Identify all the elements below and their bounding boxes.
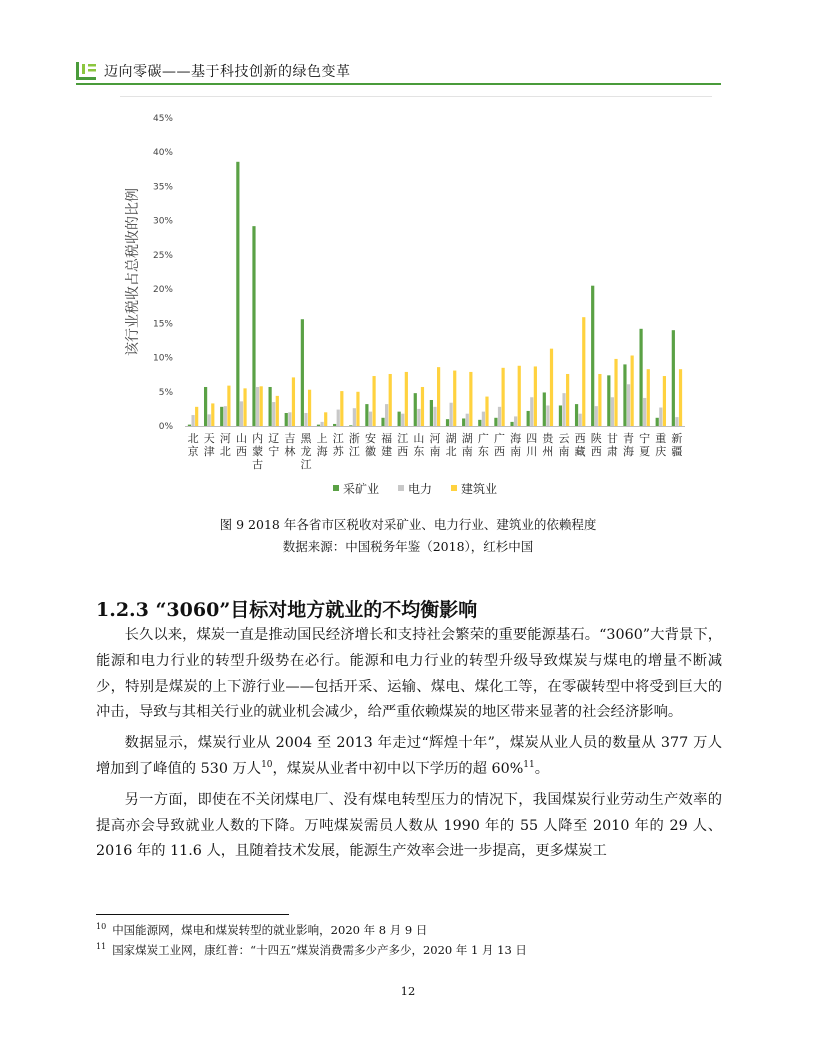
bar: [243, 388, 246, 426]
x-tick-label: 山东: [413, 432, 425, 458]
bar: [256, 387, 259, 426]
x-tick-label: 甘肃: [606, 432, 618, 458]
x-tick-label: 吉林: [284, 432, 296, 458]
bar: [579, 414, 582, 426]
legend-label: 电力: [408, 482, 433, 496]
bar: [356, 392, 359, 426]
x-tick-label: 天津: [203, 432, 215, 458]
x-tick-label: 西藏: [574, 432, 586, 458]
bar: [546, 405, 549, 426]
bar: [627, 384, 630, 426]
bar: [582, 317, 585, 426]
x-tick-label: 江西: [397, 432, 409, 458]
y-tick-label: 5%: [158, 387, 173, 398]
body-text: [96, 623, 722, 865]
x-tick-label: 海南: [510, 432, 522, 458]
bar: [224, 406, 227, 426]
bar: [611, 397, 614, 426]
bar: [236, 162, 239, 426]
section-heading: 1.2.3 “3060”目标对地方就业的不均衡影响: [96, 599, 478, 621]
figure-caption: 图 9 2018 年各省市区税收对采矿业、电力行业、建筑业的依赖程度: [219, 517, 597, 532]
footnote-10: [96, 922, 427, 938]
bar: [188, 425, 191, 426]
bar: [304, 413, 307, 426]
bar: [675, 417, 678, 426]
bar: [656, 418, 659, 426]
bar: [643, 398, 646, 426]
bar: [405, 372, 408, 426]
bar-chart: [0, 0, 816, 510]
bar: [269, 387, 272, 426]
y-tick-label: 35%: [152, 182, 173, 193]
bar: [372, 376, 375, 426]
bar: [260, 386, 263, 426]
bar: [417, 409, 420, 426]
bar: [647, 369, 650, 426]
bar: [285, 413, 288, 426]
x-tick-label: 黑龙江: [300, 432, 312, 471]
bar: [595, 406, 598, 426]
bar: [414, 393, 417, 426]
x-tick-label: 内蒙古: [252, 432, 264, 471]
bar: [385, 404, 388, 426]
bar: [566, 374, 569, 426]
bar: [353, 408, 356, 426]
paragraph-2: [96, 731, 722, 783]
x-tick-label: 江苏: [332, 432, 344, 458]
legend-label: 建筑业: [461, 482, 498, 496]
bar: [324, 412, 327, 426]
bar: [450, 403, 453, 426]
bar: [494, 418, 497, 426]
bar: [543, 392, 546, 426]
bar: [288, 412, 291, 426]
paragraph-2-text-c: 。: [534, 760, 550, 777]
bar: [381, 418, 384, 426]
bar: [227, 386, 230, 426]
bar: [252, 226, 255, 426]
x-tick-label: 贵州: [542, 432, 554, 458]
x-tick-label: 四川: [526, 432, 538, 458]
header-title: 迈向零碳——基于科技创新的绿色变革: [104, 64, 351, 80]
bar: [211, 403, 214, 426]
bar: [195, 407, 198, 426]
bar: [482, 412, 485, 426]
legend-swatch: [333, 485, 339, 491]
legend-swatch: [398, 485, 404, 491]
x-tick-label: 云南: [558, 432, 570, 458]
bar: [191, 415, 194, 426]
x-tick-label: 重庆: [655, 432, 667, 458]
bar: [337, 410, 340, 426]
x-tick-label: 宁夏: [639, 432, 651, 458]
footnote-number: 11: [96, 942, 107, 952]
x-tick-label: 福建: [381, 432, 393, 458]
y-tick-label: 0%: [158, 422, 173, 432]
bar: [623, 364, 626, 426]
paragraph-2-text-a: 数据显示，煤炭行业从 2004 至 2013 年走过“辉煌十年”，煤炭从业人员的数量从 377 万人增加到了峰值的 530 万人: [96, 735, 722, 777]
bar: [433, 407, 436, 426]
bar: [639, 329, 642, 426]
paragraph-2-text-b: ，煤炭从业者中初中以下学历的超 60%: [272, 760, 524, 777]
x-tick-label: 山西: [235, 432, 247, 458]
x-tick-label: 河南: [429, 432, 441, 458]
bar: [340, 391, 343, 426]
bar: [510, 422, 513, 426]
bar: [389, 374, 392, 426]
bar: [562, 393, 565, 426]
bar: [534, 366, 537, 426]
bar: [518, 366, 521, 426]
bar: [631, 356, 634, 426]
bar: [469, 372, 472, 426]
x-tick-label: 辽宁: [268, 432, 280, 458]
bar: [272, 402, 275, 426]
bar: [550, 349, 553, 426]
bar: [349, 425, 352, 426]
bar: [430, 400, 433, 426]
bar: [401, 414, 404, 426]
bar: [204, 387, 207, 426]
footnote-ref: 11: [523, 760, 535, 771]
y-tick-label: 20%: [152, 285, 173, 296]
bar: [317, 425, 320, 426]
page-number: 12: [400, 984, 416, 998]
legend-swatch: [451, 485, 457, 491]
bar: [559, 405, 562, 426]
x-tick-label: 青海: [623, 432, 635, 458]
x-tick-label: 广西: [494, 432, 506, 458]
y-tick-label: 30%: [152, 216, 173, 227]
x-tick-label: 安徽: [364, 432, 376, 458]
footnote-text: 国家煤炭工业网，康红普：“十四五”煤炭消费需多少产多少，2020 年 1 月 13 日: [112, 943, 527, 957]
figure-source: 数据来源：中国税务年鉴（2018），红杉中国: [282, 539, 534, 554]
bar: [502, 368, 505, 426]
x-tick-label: 陕西: [590, 432, 602, 458]
bar: [398, 412, 401, 426]
bar: [220, 407, 223, 426]
bar: [421, 387, 424, 426]
bar: [514, 416, 517, 426]
footnote-11: [96, 942, 527, 958]
bar: [320, 422, 323, 426]
bar: [462, 418, 465, 426]
bar: [292, 377, 295, 426]
legend-label: 采矿业: [343, 482, 380, 496]
bar: [527, 411, 530, 426]
x-tick-label: 浙江: [348, 432, 360, 458]
bar: [672, 330, 675, 426]
x-tick-label: 北京: [187, 432, 199, 458]
bar: [591, 286, 594, 426]
footnote-ref: 10: [261, 760, 273, 771]
bar: [466, 414, 469, 426]
bar: [333, 424, 336, 426]
bar: [478, 420, 481, 426]
footnote-number: 10: [96, 922, 107, 932]
y-axis-label: 该行业税收占总税收的比例: [125, 188, 141, 356]
bar: [365, 404, 368, 426]
bar: [208, 414, 211, 426]
y-tick-label: 40%: [152, 148, 173, 159]
bar: [369, 412, 372, 426]
bar: [301, 319, 304, 426]
bar: [663, 376, 666, 426]
bar: [276, 396, 279, 426]
bar: [437, 367, 440, 426]
y-tick-label: 10%: [152, 353, 173, 364]
bar: [575, 404, 578, 426]
paragraph-3: 另一方面，即使在不关闭煤电厂、没有煤电转型压力的情况下，我国煤炭行业劳动生产效率的提高亦会导致就业人数的下降。万吨煤炭需员人数从 1990 年的 55 人降至 2010 年的 29 人、2016 年的 11.6 人，且随着技术发展，能源生产效率会进一步提高，更多煤炭工: [96, 791, 722, 860]
bar: [679, 369, 682, 426]
bar: [240, 401, 243, 426]
x-tick-label: 河北: [219, 432, 231, 458]
paragraph-1: 长久以来，煤炭一直是推动国民经济增长和支持社会繁荣的重要能源基石。“3060”大背景下，能源和电力行业的转型升级势在必行。能源和电力行业的转型升级导致煤炭与煤电的增量不断减少，特别是煤炭的上下游行业——包括开采、运输、煤电、煤化工等，在零碳转型中将受到巨大的冲击，导致与其相关行业的就业机会减少，给严重依赖煤炭的地区带来显著的社会经济影响。: [96, 627, 722, 721]
y-tick-label: 45%: [152, 114, 173, 124]
bar: [498, 407, 501, 426]
bar: [308, 390, 311, 426]
x-tick-label: 湖北: [445, 432, 457, 458]
bar: [607, 375, 610, 426]
bar: [659, 408, 662, 426]
bar: [453, 371, 456, 426]
bar: [446, 419, 449, 426]
x-tick-label: 广东: [477, 432, 489, 458]
x-tick-label: 新疆: [671, 432, 683, 458]
y-tick-label: 15%: [152, 319, 173, 330]
x-tick-label: 上海: [316, 432, 328, 458]
bar: [530, 397, 533, 426]
y-tick-label: 25%: [152, 250, 173, 261]
footnote-divider: [96, 914, 289, 915]
bar: [614, 359, 617, 426]
footnote-text: 中国能源网，煤电和煤炭转型的就业影响，2020 年 8 月 9 日: [112, 923, 428, 937]
x-tick-label: 湖南: [461, 432, 473, 458]
bar: [598, 374, 601, 426]
bar: [485, 397, 488, 426]
